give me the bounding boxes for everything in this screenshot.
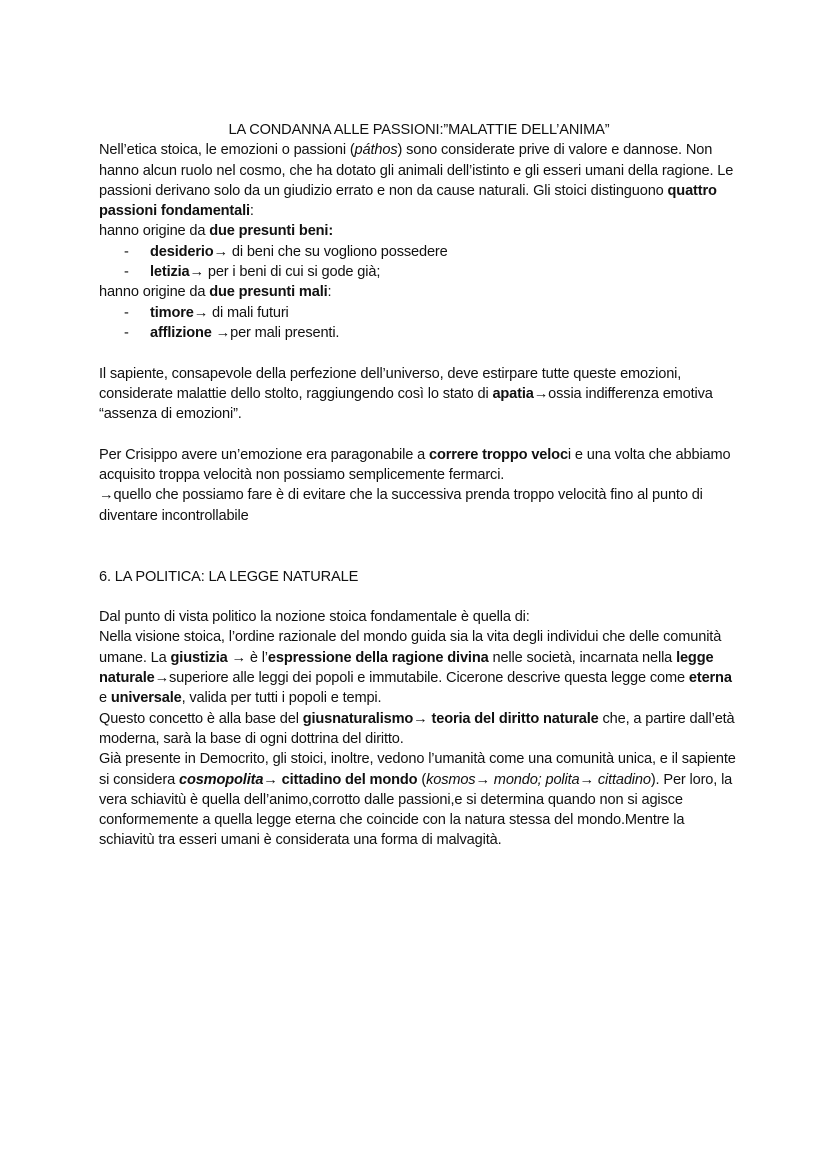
list-item: - desiderio→ di beni che su vogliono possedere [99,242,739,262]
bullet-dash: - [124,304,129,321]
mali-list [99,303,739,344]
list-item: - timore→ di mali futuri [99,303,739,323]
intro-paragraph: Nell’etica stoica, le emozioni o passioni (páthos) sono considerate prive di valore e dannose. Non hanno alcun ruolo nel cosmo, che ha dotato gli animali dell’istinto e gli esseri umani della ragione. Le passioni derivano solo da un giudizio errato e non da cause naturali. Gli stoici distinguono quattro passioni fondamentali: [99,142,734,220]
spacer [99,546,739,566]
crisippo-conclusion: →quello che possiamo fare è di evitare che la successiva prenda troppo velocità fino al punto di diventare incontrollabile [99,487,703,524]
beni-intro: hanno origine da due presunti beni: [99,223,334,240]
beni-list [99,242,739,283]
spacer [99,424,739,444]
bullet-dash: - [124,243,129,260]
mali-intro: hanno origine da due presunti mali: [99,284,332,301]
document-page [99,120,739,851]
justice-paragraph: Nella visione stoica, l’ordine razionale del mondo guida sia la vita degli individui che delle comunità umane. La giustizia → è l’espressione della ragione divina nelle società, incarnata nella legge naturale→superiore alle leggi dei popoli e immutabile. Cicerone descrive questa legge come eterna e universale, valida per tutti i popoli e tempi. [99,629,732,707]
politics-intro: Dal punto di vista politico la nozione stoica fondamentale è quella di: [99,609,530,626]
spacer [99,343,739,363]
list-item: - afflizione →per mali presenti. [99,323,739,343]
list-item: - letizia→ per i beni di cui si gode già; [99,262,739,282]
apatia-paragraph: Il sapiente, consapevole della perfezione dell’universo, deve estirpare tutte queste emozioni, considerate malattie dello stolto, raggiungendo così lo stato di apatia→ossia indifferenza emotiva “assenza di emozioni”. [99,365,713,423]
giusnaturalismo-paragraph: Questo concetto è alla base del giusnaturalismo→ teoria del diritto naturale che, a partire dall’età moderna, sarà la base di ogni dottrina del diritto. [99,710,735,747]
section-heading: 6. LA POLITICA: LA LEGGE NATURALE [99,568,359,585]
bullet-dash: - [124,264,129,281]
bullet-dash: - [124,324,129,341]
crisippo-paragraph: Per Crisippo avere un’emozione era paragonabile a correre troppo veloci e una volta che abbiamo acquisito troppa velocità non possiamo semplicemente fermarci. [99,446,731,484]
section-title: LA CONDANNA ALLE PASSIONI:”MALATTIE DELL’ANIMA” [228,122,610,138]
spacer [99,526,739,546]
spacer [99,587,739,607]
cosmopolita-paragraph: Già presente in Democrito, gli stoici, inoltre, vedono l’umanità come una comunità unica, e il sapiente si considera cosmopolita→ cittadino del mondo (kosmos→ mondo; polita→ cittadino). Per loro, la vera schiavitù è quella dell’animo,corrotto dalle passioni,e si determina quando non si agisce conformemente a quella legge eterna che coincide con la natura stessa del mondo.Mentre la schiavitù tra esseri umani è considerata una forma di malvagità. [99,751,736,849]
